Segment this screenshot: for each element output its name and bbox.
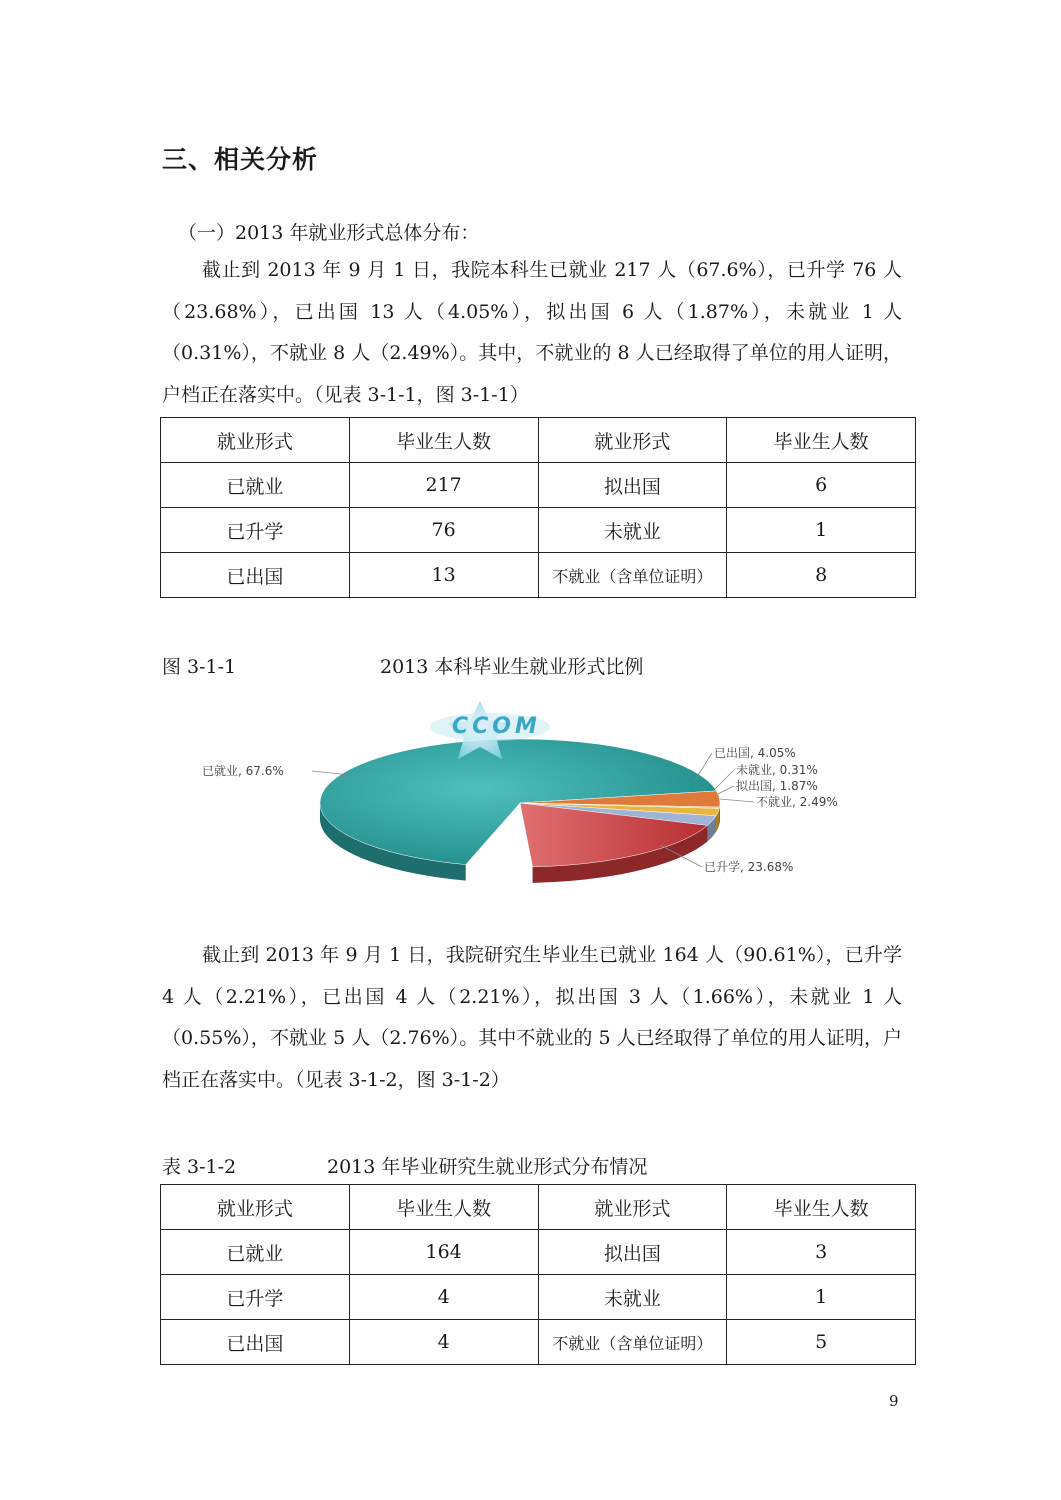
- label-further-study: 已升学, 23.68%: [704, 860, 794, 874]
- table-header-row: [161, 418, 916, 463]
- table-row: [161, 508, 916, 553]
- table-cell: 已出国: [161, 1320, 350, 1365]
- label-unemployed-leader: [715, 770, 734, 789]
- subsection-title: （一）2013 年就业形式总体分布：: [178, 222, 480, 244]
- table-cell: 3: [727, 1230, 916, 1275]
- table-header-cell: 毕业生人数: [349, 1185, 538, 1230]
- table-row: [161, 1230, 916, 1275]
- section-title: 三、相关分析: [162, 145, 319, 174]
- table-cell: 未就业: [538, 508, 727, 553]
- table-label: 表 3-1-2: [162, 1156, 237, 1178]
- table-cell: 5: [727, 1320, 916, 1365]
- table-cell: 8: [727, 553, 916, 598]
- table-header-cell: 毕业生人数: [349, 418, 538, 463]
- table-cell: 拟出国: [538, 1230, 727, 1275]
- table-cell: 1: [727, 1275, 916, 1320]
- table-cell: 不就业（含单位证明）: [538, 1320, 727, 1365]
- label-employed: 已就业, 67.6%: [202, 764, 284, 778]
- figure-title: 2013 本科毕业生就业形式比例: [380, 656, 644, 678]
- pie-chart: [190, 695, 890, 895]
- table-cell: 76: [349, 508, 538, 553]
- table-cell: 已出国: [161, 553, 350, 598]
- label-abroad-leader: [695, 753, 712, 780]
- table-cell: 拟出国: [538, 463, 727, 508]
- table-cell: 6: [727, 463, 916, 508]
- table-header-cell: 毕业生人数: [727, 418, 916, 463]
- table-cell: 13: [349, 553, 538, 598]
- table-header-row: [161, 1185, 916, 1230]
- table-cell: 不就业（含单位证明）: [538, 553, 727, 598]
- label-abroad: 已出国, 4.05%: [714, 746, 796, 760]
- table-cell: 164: [349, 1230, 538, 1275]
- table-cell: 4: [349, 1275, 538, 1320]
- table-cell: 已升学: [161, 1275, 350, 1320]
- table-header-cell: 毕业生人数: [727, 1185, 916, 1230]
- table-row: [161, 553, 916, 598]
- figure-label: 图 3-1-1: [162, 656, 237, 678]
- table-cell: 已就业: [161, 1230, 350, 1275]
- table-cell: 217: [349, 463, 538, 508]
- paragraph-undergraduate: 截止到 2013 年 9 月 1 日，我院本科生已就业 217 人（67.6%），已升学 76 人（23.68%），已出国 13 人（4.05%），拟出国 6 人（1.87%），未就业 1 人（0.31%），不就业 8 人（2.49%）。其中，不就业的 8 人已经取得了单位的用人证明，户档正在落实中。（见表 3-1-1，图 3-1-1）: [162, 259, 902, 406]
- watermark-text: CCOM: [452, 714, 541, 739]
- table-header-cell: 就业形式: [538, 418, 727, 463]
- table-row: [161, 463, 916, 508]
- label-planning-abroad-leader: [718, 786, 734, 794]
- paragraph-graduate: 截止到 2013 年 9 月 1 日，我院研究生毕业生已就业 164 人（90.61%），已升学 4 人（2.21%），已出国 4 人（2.21%），拟出国 3 人（1.66%），未就业 1 人（0.55%），不就业 5 人（2.76%）。其中不就业的 5 人已经取得了单位的用人证明，户档正在落实中。（见表 3-1-2，图 3-1-2）: [162, 944, 902, 1091]
- table-cell: 已就业: [161, 463, 350, 508]
- label-planning-abroad: 拟出国, 1.87%: [736, 779, 818, 793]
- table-cell: 4: [349, 1320, 538, 1365]
- table-row: [161, 1275, 916, 1320]
- table-cell: 已升学: [161, 508, 350, 553]
- label-not-seeking-leader: [720, 799, 754, 802]
- table-cell: 1: [727, 508, 916, 553]
- table-row: [161, 1320, 916, 1365]
- label-not-seeking: 不就业, 2.49%: [756, 795, 838, 809]
- label-unemployed: 未就业, 0.31%: [736, 763, 818, 777]
- table-cell: 未就业: [538, 1275, 727, 1320]
- page-number: 9: [889, 1392, 899, 1410]
- table-header-cell: 就业形式: [161, 418, 350, 463]
- table-title: 2013 年毕业研究生就业形式分布情况: [327, 1156, 648, 1178]
- table-graduate: [160, 1184, 916, 1365]
- table-header-cell: 就业形式: [161, 1185, 350, 1230]
- table-header-cell: 就业形式: [538, 1185, 727, 1230]
- table-undergraduate: [160, 417, 916, 598]
